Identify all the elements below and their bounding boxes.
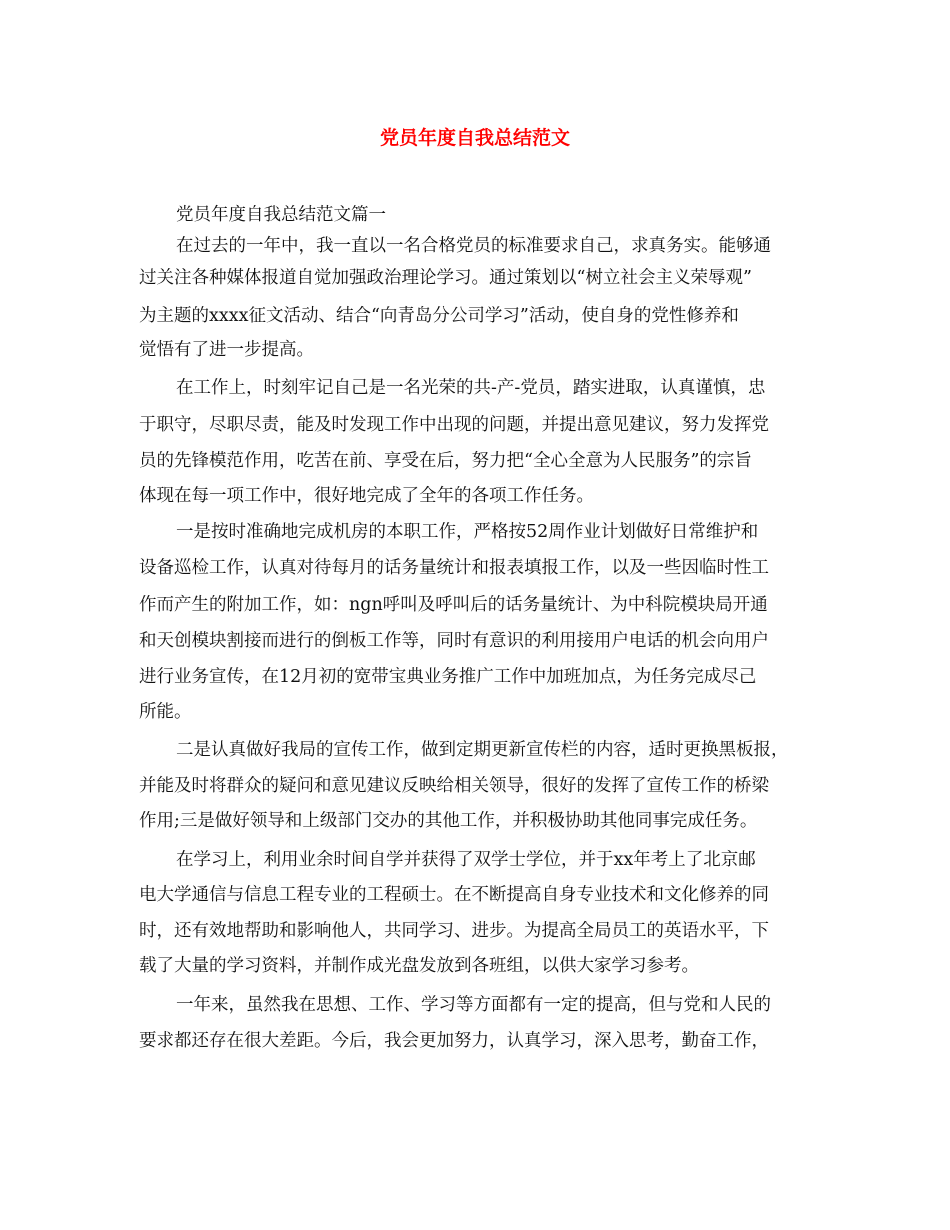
body-line: 和天创模块割接而进行的倒板工作等，同时有意识的利用接用户电话的机会向用户 xyxy=(139,631,769,651)
document-title: 党员年度自我总结范文 xyxy=(379,127,570,149)
body-line: 在学习上，利用业余时间自学并获得了双学士学位，并于xx年考上了北京邮 xyxy=(176,850,756,870)
body-line: 要求都还存在很大差距。今后，我会更加努力，认真学习，深入思考，勤奋工作， xyxy=(139,1031,769,1051)
body-line: 载了大量的学习资料，并制作成光盘发放到各班组，以供大家学习参考。 xyxy=(139,956,699,976)
body-line: 设备巡检工作，认真对待每月的话务量统计和报表填报工作，以及一些因临时性工 xyxy=(139,558,769,578)
body-line: 为主题的xxxx征文活动、结合“向青岛分公司学习”活动，使自身的党性修养和 xyxy=(139,306,739,326)
body-line: 党员年度自我总结范文篇一 xyxy=(176,205,386,225)
body-line: 时，还有效地帮助和影响他人，共同学习、进步。为提高全局员工的英语水平，下 xyxy=(139,921,769,941)
body-line: 二是认真做好我局的宣传工作，做到定期更新宣传栏的内容，适时更换黑板报， xyxy=(176,740,789,760)
body-line: 作而产生的附加工作，如：ngn呼叫及呼叫后的话务量统计、为中科院模块局开通 xyxy=(139,595,768,615)
body-line: 所能。 xyxy=(139,702,192,722)
body-line: 在工作上，时刻牢记自己是一名光荣的共-产-党员，踏实进取，认真谨慎，忠 xyxy=(176,378,766,398)
body-line: 一年来，虽然我在思想、工作、学习等方面都有一定的提高，但与党和人民的 xyxy=(176,995,771,1015)
body-line: 并能及时将群众的疑问和意见建议反映给相关领导，很好的发挥了宣传工作的桥梁 xyxy=(139,776,769,796)
body-line: 进行业务宣传，在12月初的宽带宝典业务推广工作中加班加点，为任务完成尽己 xyxy=(139,667,757,687)
body-line: 电大学通信与信息工程专业的工程硕士。在不断提高自身专业技术和文化修养的同 xyxy=(139,885,769,905)
body-line: 作用;三是做好领导和上级部门交办的其他工作，并积极协助其他同事完成任务。 xyxy=(139,811,758,831)
body-line: 于职守，尽职尽责，能及时发现工作中出现的问题，并提出意见建议，努力发挥党 xyxy=(139,415,769,435)
body-line: 体现在每一项工作中，很好地完成了全年的各项工作任务。 xyxy=(139,486,594,506)
body-line: 在过去的一年中，我一直以一名合格党员的标准要求自己，求真务实。能够通 xyxy=(176,236,771,256)
body-line: 一是按时准确地完成机房的本职工作，严格按52周作业计划做好日常维护和 xyxy=(176,522,759,542)
body-line: 过关注各种媒体报道自觉加强政治理论学习。通过策划以“树立社会主义荣辱观” xyxy=(139,268,752,288)
body-line: 员的先锋模范作用，吃苦在前、享受在后，努力把“全心全意为人民服务”的宗旨 xyxy=(139,451,752,471)
body-line: 觉悟有了进一步提高。 xyxy=(139,340,314,360)
